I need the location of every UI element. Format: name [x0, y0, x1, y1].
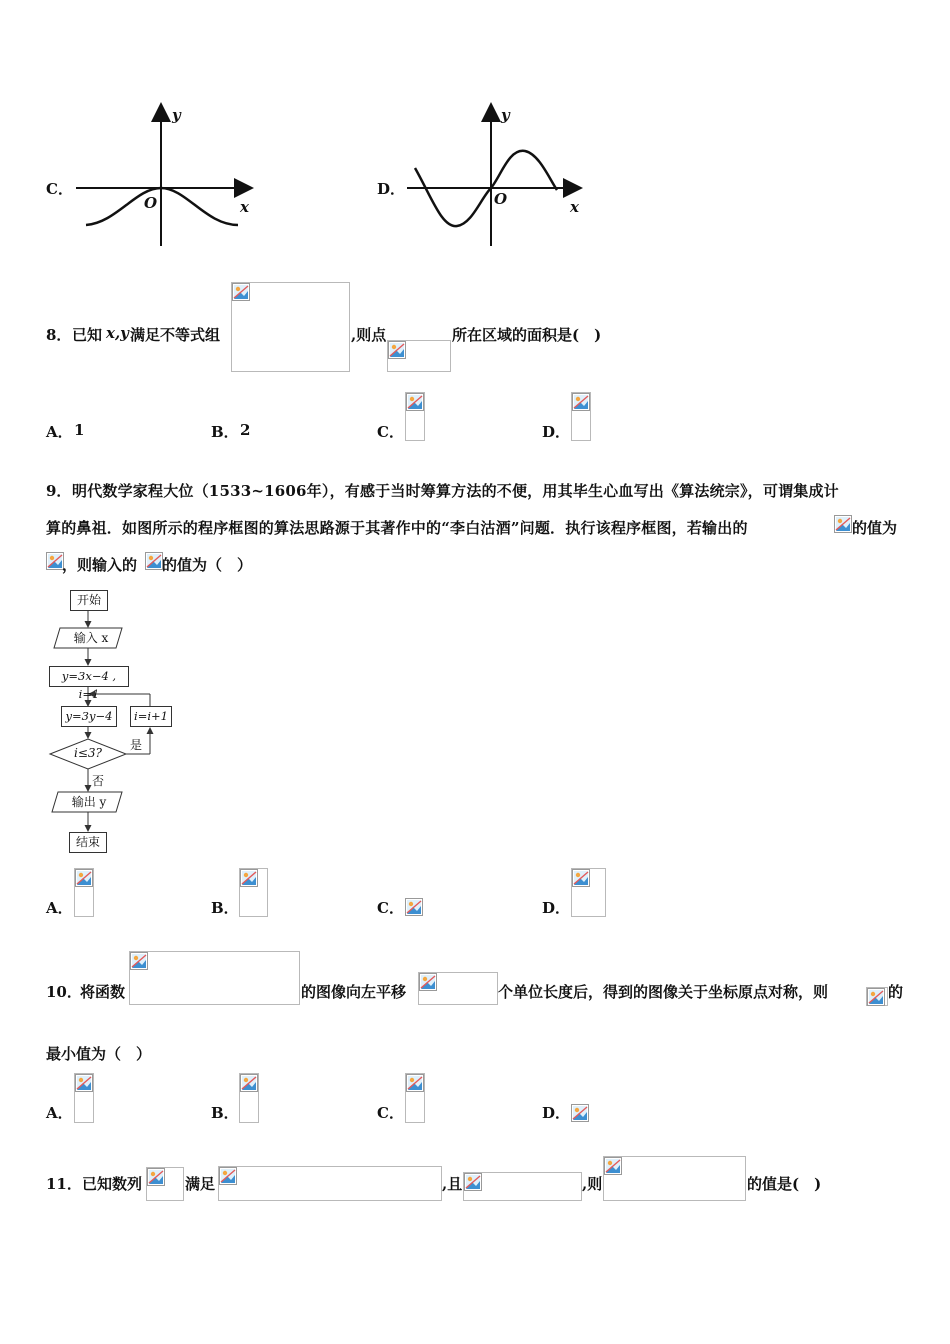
- q8-number: 8．: [46, 326, 72, 344]
- q9-number: 9．: [46, 482, 72, 500]
- broken-image-icon: [75, 1074, 93, 1092]
- flowchart-update-i: i=i+1: [130, 706, 172, 727]
- graph-c-y-label: y: [172, 106, 181, 124]
- option-c-label: C．: [46, 180, 73, 198]
- graph-c-x-label: x: [240, 198, 249, 216]
- option-d-label: D．: [377, 180, 406, 198]
- flowchart-condition: i≤3?: [74, 746, 102, 760]
- q8-point-image: [387, 340, 451, 372]
- option-d-graph: [377, 98, 597, 248]
- q8-option-a-value: 1: [74, 421, 85, 439]
- q11-text-d: ,则: [582, 1175, 603, 1193]
- q11-initial-image: [463, 1172, 582, 1201]
- q9-option-b-label: B．: [211, 899, 239, 917]
- broken-image-icon: [419, 973, 437, 991]
- broken-image-icon: [75, 869, 93, 887]
- q8-option-b-value: 2: [240, 421, 251, 439]
- q8-option-a-label: A．: [46, 423, 73, 441]
- q11-text-b: 满足: [185, 1175, 216, 1193]
- broken-image-icon: [406, 1074, 424, 1092]
- broken-image-icon: [147, 1168, 165, 1186]
- broken-image-icon: [572, 869, 590, 887]
- q10-function-image: [129, 951, 300, 1005]
- broken-image-icon: [834, 515, 852, 533]
- broken-image-icon: [867, 988, 885, 1006]
- broken-image-icon: [219, 1167, 237, 1185]
- q11-sequence-image: [146, 1167, 184, 1201]
- graph-c-plot: [46, 98, 266, 248]
- graph-c-origin-label: O: [144, 194, 158, 212]
- q8-vars: x,y: [106, 324, 129, 342]
- q11-recurrence-image: [218, 1166, 442, 1201]
- flowchart-no: 否: [92, 774, 105, 788]
- q11-text-a: 已知数列: [82, 1175, 143, 1193]
- q9-line-3a: ，则输入的: [62, 556, 138, 574]
- q9-option-d-label: D．: [542, 899, 571, 917]
- q10-text-a: 将函数: [80, 983, 126, 1001]
- option-c-graph: [46, 98, 266, 248]
- q11-text-c: ,且: [442, 1175, 463, 1193]
- q9-line-1: 明代数学家程大位（1533~1606年），有感于当时筹算方法的不便，用其毕生心血写出《算法统宗》，可谓集成计: [72, 482, 839, 500]
- q9-option-c-image-icon: [405, 898, 423, 916]
- q10-option-d-label: D．: [542, 1104, 571, 1122]
- q9-option-c-label: C．: [377, 899, 404, 917]
- broken-image-icon: [240, 869, 258, 887]
- broken-image-icon: [572, 393, 590, 411]
- q8-text-c: ,则点: [351, 326, 387, 344]
- q10-text-b: 的图像向左平移: [301, 983, 407, 1001]
- q10-option-a-image: [74, 1073, 94, 1123]
- q10-option-d-image-icon: [571, 1104, 589, 1122]
- graph-d-x-label: x: [570, 198, 579, 216]
- q8-text-a: 已知: [72, 326, 103, 344]
- q8-option-c-image: [405, 392, 425, 441]
- flowchart-start: 开始: [70, 590, 108, 611]
- q9-option-a-image: [74, 868, 94, 917]
- q8-text-b: 满足不等式组: [130, 326, 221, 344]
- q8-inequality-system-image: [231, 282, 350, 372]
- broken-image-icon: [604, 1157, 622, 1175]
- graph-d-y-label: y: [501, 106, 510, 124]
- q10-option-c-label: C．: [377, 1104, 404, 1122]
- flowchart-end: 结束: [69, 832, 107, 853]
- q10-option-b-image: [239, 1073, 259, 1123]
- q9-option-d-image: [571, 868, 606, 917]
- broken-image-icon: [464, 1173, 482, 1191]
- broken-image-icon: [406, 393, 424, 411]
- q10-option-c-image: [405, 1073, 425, 1123]
- q10-option-a-label: A．: [46, 1104, 73, 1122]
- q9-option-b-image: [239, 868, 268, 917]
- flowchart-yes: 是: [130, 738, 143, 752]
- q10-line-2: 最小值为（ ）: [46, 1045, 152, 1063]
- q8-option-b-label: B．: [211, 423, 239, 441]
- q8-option-c-label: C．: [377, 423, 404, 441]
- q10-variable-image: [866, 987, 888, 1006]
- broken-image-icon: [145, 552, 163, 570]
- broken-image-icon: [232, 283, 250, 301]
- flowchart-update-y: y=3y−4: [61, 706, 117, 727]
- q10-text-c: 个单位长度后，得到的图像关于坐标原点对称，则: [498, 983, 829, 1001]
- q9-line-3b: 的值为（ ）: [162, 556, 253, 574]
- q11-expression-image: [603, 1156, 746, 1201]
- q11-text-e: 的值是( ): [747, 1175, 822, 1193]
- graph-d-plot: [377, 98, 597, 248]
- flowchart-output: 输出 y: [71, 795, 107, 809]
- q9-line-2b: 的值为: [852, 519, 898, 537]
- q8-text-d: 所在区域的面积是( ): [452, 326, 602, 344]
- q10-option-b-label: B．: [211, 1104, 239, 1122]
- broken-image-icon: [240, 1074, 258, 1092]
- q9-flowchart: [40, 585, 200, 860]
- q11-number: 11．: [46, 1175, 82, 1193]
- flowchart-init: y=3x−4 , i=1: [49, 666, 129, 687]
- q8-option-d-label: D．: [542, 423, 571, 441]
- broken-image-icon: [388, 341, 406, 359]
- graph-d-origin-label: O: [494, 190, 508, 208]
- flowchart-input: 输入 x: [73, 631, 109, 645]
- q9-line-2a: 算的鼻祖．如图所示的程序框图的算法思路源于其著作中的“李白沽酒”问题．执行该程序框图，若输出的: [46, 519, 748, 537]
- q10-text-d: 的: [888, 983, 904, 1001]
- q8-option-d-image: [571, 392, 591, 441]
- broken-image-icon: [130, 952, 148, 970]
- q9-option-a-label: A．: [46, 899, 73, 917]
- q10-number: 10．: [46, 983, 82, 1001]
- q10-shift-image: [418, 972, 498, 1005]
